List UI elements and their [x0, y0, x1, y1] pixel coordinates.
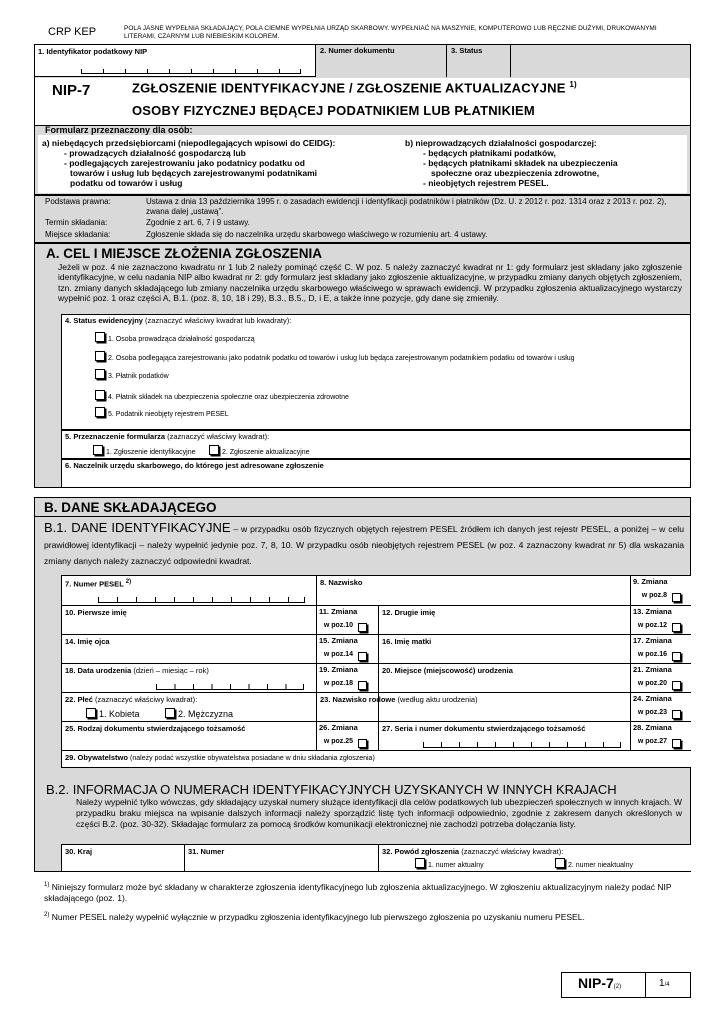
surname-label: 8. Nazwisko: [320, 578, 363, 587]
purpose-option-2[interactable]: [209, 445, 310, 457]
purpose-field-label: [65, 432, 269, 441]
intended-a-line: towarów i usług lub będących zarejestrowanymi podatnikami: [70, 168, 318, 178]
divider: [510, 44, 511, 77]
pesel-footnote: 2): [125, 579, 132, 585]
change-16-label: 17. Zmiana: [633, 636, 672, 645]
b1-title: B.1. DANE IDENTYFIKACYJNE: [44, 520, 231, 535]
checkbox[interactable]: [95, 369, 105, 379]
section-a-title: A. CEL I MIEJSCE ZŁOŻENIA ZGŁOSZENIA: [46, 246, 323, 261]
status-field-title: 4. Status ewidencyjny: [65, 316, 143, 325]
form-code: NIP-7: [52, 82, 91, 99]
change-12: [633, 607, 681, 629]
checkbox[interactable]: [86, 708, 96, 718]
divider: [378, 844, 379, 872]
citizenship-title: 29. Obywatelstwo: [65, 753, 128, 762]
status-option-5[interactable]: [95, 407, 229, 419]
checkbox[interactable]: [672, 593, 681, 602]
change-27-target: w poz.27: [637, 738, 667, 745]
change-27: [633, 723, 681, 745]
divider: [61, 634, 691, 635]
intended-a-line: podatku od towarów i usług: [70, 178, 183, 188]
checkbox[interactable]: [415, 858, 425, 868]
change-8-target: w poz.8: [641, 592, 667, 599]
change-12-label: 13. Zmiana: [633, 607, 672, 616]
intended-b-line: społeczne oraz ubezpieczenia zdrowotne,: [431, 168, 600, 178]
change-14-target: w poz.14: [323, 651, 353, 658]
status-option-1[interactable]: [95, 332, 255, 344]
intended-a-line: - podlegających zarejestrowaniu jako podatnicy podatku od: [64, 158, 305, 168]
checkbox[interactable]: [672, 739, 681, 748]
intended-a: [42, 138, 335, 188]
birth-place-label: 20. Miejsce (miejscowość) urodzenia: [382, 666, 513, 675]
footer-code: NIP-7: [578, 975, 614, 991]
birth-date-hint: (dzień – miesiąc – rok): [133, 666, 209, 675]
divider: [446, 44, 447, 77]
divider: [184, 844, 185, 872]
change-12-target: w poz.12: [637, 622, 667, 629]
divider: [61, 605, 691, 606]
intended-b-line: - będących płatnikami składek na ubezpieczenia: [423, 158, 618, 168]
deadline-text: Zgodnie z art. 6, 7 i 9 ustawy.: [146, 218, 250, 227]
intended-heading: Formularz przeznaczony dla osób:: [45, 125, 193, 135]
family-name-label: [320, 695, 478, 704]
change-16: [633, 636, 681, 658]
checkbox[interactable]: [209, 445, 219, 455]
intended-b-line: b) nieprowadzących działalności gospodarczej:: [405, 138, 597, 148]
change-20: [633, 665, 681, 687]
divider: [316, 605, 317, 721]
change-14: [319, 636, 367, 658]
b1-text: – w przypadku osób fizycznych objętych rejestrem PESEL źródłem ich danych jest rejestr PESEL, a poniżej – w celu prawidłowej identyfikacji – należy wypełnić jedynie poz. 7, 8, 10. W przypadku osób nieobjętych rejestrem PESEL (w poz. 4 zaznaczony kwadrat nr 5) dla wskazania zmiany danych należy zaznaczyć odpowiedni kwadrat.: [44, 524, 684, 566]
sex-option-female[interactable]: [86, 708, 140, 720]
page-number: [659, 978, 670, 989]
intended-b-line: - nieobjętych rejestrem PESEL.: [423, 178, 549, 188]
family-name-hint: (według aktu urodzenia): [397, 695, 478, 704]
checkbox[interactable]: [672, 710, 681, 719]
crp-kep-label: CRP KEP: [48, 26, 97, 38]
status-option-label: 2. Osoba podlegająca zarejestrowaniu jako podatnik podatku od towarów i usług lub będąca zarejestrowanym podatnikiem podatku od towarów i usług: [108, 355, 575, 362]
checkbox[interactable]: [165, 708, 175, 718]
legal-basis-label: Podstawa prawna:: [45, 197, 111, 206]
divider: [645, 972, 646, 998]
sex-label: [65, 695, 197, 704]
status-field-hint: (zaznaczyć właściwy kwadrat lub kwadraty):: [145, 316, 292, 325]
divider: [378, 721, 379, 750]
purpose-field-hint: (zaznaczyć właściwy kwadrat):: [167, 432, 270, 441]
change-10-label: 11. Zmiana: [319, 607, 358, 616]
checkbox[interactable]: [672, 652, 681, 661]
place-label: Miejsce składania:: [45, 230, 111, 239]
status-option-3[interactable]: [95, 369, 169, 381]
number-label: 31. Numer: [188, 847, 225, 856]
sex-option-male[interactable]: [165, 708, 233, 720]
change-18: [319, 665, 367, 687]
mother-name-label: 16. Imię matki: [382, 637, 432, 646]
footnote-1: [44, 880, 684, 904]
footer-form-code: [578, 975, 621, 991]
intended-a-line: - prowadzących działalność gospodarczą lub: [64, 148, 246, 158]
sex-option-label: 1. Kobieta: [99, 709, 140, 719]
change-25: [319, 723, 367, 745]
change-23-label: 24. Zmiana: [633, 694, 672, 703]
sex-hint: (zaznaczyć właściwy kwadrat):: [95, 695, 198, 704]
birth-date-title: 18. Data urodzenia: [65, 666, 132, 675]
divider: [316, 575, 317, 605]
intended-a-line: a) niebędących przedsiębiorcami (niepodlegających wpisowi do CEIDG):: [42, 138, 336, 148]
footer-version: (2): [613, 984, 622, 990]
document-number-label: 2. Numer dokumentu: [320, 46, 395, 55]
b2-title: B.2. INFORMACJA O NUMERACH IDENTYFIKACYJNYCH UZYSKANYCH W INNYCH KRAJACH: [46, 782, 617, 797]
checkbox[interactable]: [358, 652, 367, 661]
page-current: 1: [659, 978, 665, 989]
status-option-2[interactable]: [95, 351, 575, 363]
divider: [61, 692, 691, 693]
legal-basis-text: Ustawa z dnia 13 października 1995 r. o zasadach ewidencji i identyfikacji podatników i płatników (Dz. U. z 2012 r. poz. 1314 oraz z 2013 r. poz. 2), zwana dalej „ustawą”.: [146, 197, 667, 216]
fill-instruction: POLA JASNE WYPEŁNIA SKŁADAJĄCY, POLA CIEMNE WYPEŁNIA URZĄD SKARBOWY. WYPEŁNIAĆ NA MASZYNIE, KOMPUTEROWO LUB RĘCZNIE DUŻYMI, DRUKOWANYMI LITERAMI, CZARNYM LUB NIEBIESKIM KOLOREM.: [124, 25, 657, 40]
status-option-label: 4. Płatnik składek na ubezpieczenia społeczne oraz ubezpieczenia zdrowotne: [108, 394, 349, 401]
deadline-label: Termin składania:: [45, 218, 108, 227]
checkbox[interactable]: [95, 390, 105, 400]
footnote-2: [44, 910, 684, 923]
reason-title: 32. Powód zgłoszenia: [382, 847, 460, 856]
checkbox[interactable]: [358, 681, 367, 690]
checkbox[interactable]: [555, 858, 565, 868]
footnote-1-text: Niniejszy formularz może być składany w charakterze zgłoszenia identyfikacyjnego lub zgłoszenia aktualizacyjnego. W zgłoszeniu aktualizacyjnym należy podać NIP składającego (poz. 1).: [44, 881, 672, 903]
country-label: 30. Kraj: [65, 847, 93, 856]
purpose-option-1[interactable]: [93, 445, 196, 457]
family-name-title: 23. Nazwisko rodowe: [320, 695, 396, 704]
reason-label: [382, 847, 563, 856]
tax-office-label: 6. Naczelnik urzędu skarbowego, do którego jest adresowane zgłoszenie: [65, 461, 324, 470]
change-10-target: w poz.10: [323, 622, 353, 629]
birth-date-input[interactable]: [156, 684, 304, 690]
pesel-label-text: 7. Numer PESEL: [65, 579, 124, 589]
change-25-label: 26. Zmiana: [319, 723, 358, 732]
change-25-target: w poz.25: [323, 738, 353, 745]
id-doc-number-label: 27. Seria i numer dokumentu stwierdzającego tożsamość: [382, 724, 586, 733]
sex-title: 22. Płeć: [65, 695, 93, 704]
checkbox[interactable]: [358, 739, 367, 748]
reason-hint: (zaznaczyć właściwy kwadrat):: [461, 847, 564, 856]
divider: [61, 663, 691, 664]
reason-option-label: 1. numer aktualny: [428, 862, 484, 869]
checkbox[interactable]: [95, 351, 105, 361]
reason-option-label: 2. numer nieaktualny: [568, 862, 633, 869]
checkbox[interactable]: [95, 332, 105, 342]
intended-b-line: - będących płatnikami podatków,: [423, 148, 556, 158]
purpose-option-label: 2. Zgłoszenie aktualizacyjne: [222, 449, 310, 456]
checkbox[interactable]: [672, 623, 681, 632]
sex-option-label: 2. Mężczyzna: [178, 709, 234, 719]
divider: [630, 575, 631, 750]
reason-option-current[interactable]: [415, 858, 484, 870]
purpose-option-label: 1. Zgłoszenie identyfikacyjne: [106, 449, 196, 456]
pesel-label: [65, 578, 131, 589]
birth-date-label: [65, 666, 209, 675]
checkbox[interactable]: [358, 623, 367, 632]
divider: [316, 721, 317, 750]
form-title-footnote: 1): [569, 80, 577, 89]
reason-option-outdated[interactable]: [555, 858, 633, 870]
footnote-1-marker: 1): [44, 882, 50, 888]
first-name-label: 10. Pierwsze imię: [65, 608, 127, 617]
divider: [61, 750, 691, 751]
checkbox[interactable]: [93, 445, 103, 455]
pesel-input[interactable]: [98, 597, 305, 603]
nip-field[interactable]: [34, 44, 316, 77]
status-option-label: 1. Osoba prowadząca działalność gospodarczą: [108, 336, 255, 343]
form-subtitle: OSOBY FIZYCZNEJ BĘDĄCEJ PODATNIKIEM LUB PŁATNIKIEM: [132, 103, 535, 118]
status-option-4[interactable]: [95, 390, 349, 402]
change-23-target: w poz.23: [637, 709, 667, 716]
second-name-label: 12. Drugie imię: [382, 608, 436, 617]
checkbox[interactable]: [672, 681, 681, 690]
place-text: Zgłoszenie składa się do naczelnika urzędu skarbowego właściwego w rozumieniu art. 4 ustawy.: [146, 230, 488, 239]
nip-label: 1. Identyfikator podatkowy NIP: [38, 47, 148, 56]
page-total: /4: [664, 982, 670, 988]
footnote-2-text: Numer PESEL należy wypełnić wyłącznie w przypadku zgłoszenia identyfikacyjnego lub pierwszego zgłoszenia po uzyskaniu numeru PESEL.: [51, 911, 585, 922]
intended-b: [405, 138, 618, 188]
checkbox[interactable]: [95, 407, 105, 417]
change-20-target: w poz.20: [637, 680, 667, 687]
change-10: [319, 607, 367, 629]
b1-heading: [44, 520, 684, 569]
section-a-intro: Jeżeli w poz. 4 nie zaznaczono kwadratu nr 1 lub 2 należy pominąć część C. W poz. 5 należy zaznaczyć kwadrat nr 1: gdy formularz jest składany jako zgłoszenie identyfikacyjne, w celu nadania NIP albo kwadrat nr 2: gdy formularz jest składany jako zgłoszenie aktualizacyjne, w przypadku zmiany danych objętych zgłoszeniem, tzn. zmiany danych składającego lub zmiany naczelnika urzędu skarbowego właściwego w sprawach ewidencji. W przypadku zgłoszenia aktualizacyjnego wystarczy wypełnić poz. 1 oraz części A, B.1. (poz. 8, 10, 18 i 29), B.3., B.5., D, i E, a także inne pozycje, gdy dane się zmieniły.: [58, 262, 682, 303]
father-name-label: 14. Imię ojca: [65, 637, 110, 646]
nip-segments: [81, 69, 301, 74]
citizenship-hint: (należy podać wszystkie obywatelstwa posiadane w dniu składania zgłoszenia): [130, 755, 375, 762]
form-title: [132, 80, 577, 95]
divider: [34, 516, 691, 517]
change-27-label: 28. Zmiana: [633, 723, 672, 732]
change-8-label: 9. Zmiana: [633, 577, 668, 586]
status-option-label: 5. Podatnik nieobjęty rejestrem PESEL: [108, 411, 229, 418]
change-18-label: 19. Zmiana: [319, 665, 358, 674]
form-title-line1: ZGŁOSZENIE IDENTYFIKACYJNE / ZGŁOSZENIE AKTUALIZACYJNE: [132, 80, 566, 96]
change-20-label: 21. Zmiana: [633, 665, 672, 674]
change-18-target: w poz.18: [323, 680, 353, 687]
change-16-target: w poz.16: [637, 651, 667, 658]
footnote-2-marker: 2): [44, 912, 50, 918]
id-doc-number-input[interactable]: [423, 742, 621, 748]
status-label: 3. Status: [451, 46, 483, 55]
id-doc-type-label: 25. Rodzaj dokumentu stwierdzającego tożsamość: [65, 724, 246, 733]
status-option-label: 3. Płatnik podatków: [108, 373, 169, 380]
citizenship-label: [65, 753, 375, 763]
section-b-title: B. DANE SKŁADAJĄCEGO: [44, 500, 217, 515]
change-23: [633, 694, 681, 716]
divider: [61, 721, 691, 722]
status-field-label: [65, 316, 291, 325]
change-14-label: 15. Zmiana: [319, 636, 358, 645]
purpose-field-title: 5. Przeznaczenie formularza: [65, 432, 166, 441]
b2-text: Należy wypełnić tylko wówczas, gdy składający uzyskał numery służące identyfikacji dla celów podatkowych lub ubezpieczeń społecznych w innych krajach. W przypadku braku miejsca na wpisanie dalszych informacji należy sporządzić listę tych informacji odpowiednio, zgodnie z zakresem danych określonych w części B.2. (poz. 30-32). Składając formularz za pomocą środków komunikacji elektronicznej nie zachodzi potrzeba dołączania listy.: [76, 797, 682, 829]
change-8: [633, 577, 681, 599]
